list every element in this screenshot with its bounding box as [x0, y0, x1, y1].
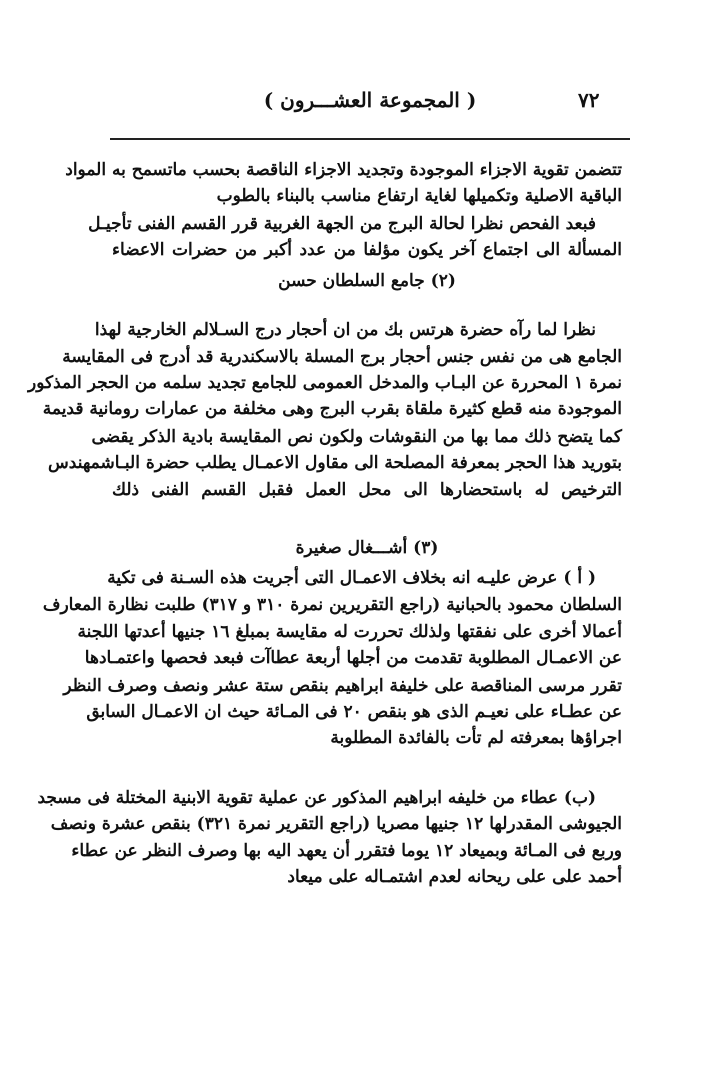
text-line: اجراؤها بمعرفته لم تأت بالفائدة المطلوبة: [330, 728, 622, 748]
header-rule: [110, 138, 630, 140]
text-line: فبعد الفحص نظرا لحالة البرج من الجهة الغربية قرر القسم الفنى تأجيـل: [88, 214, 596, 234]
text-line: ( أ ) عرض عليـه انه بخلاف الاعمـال التى أجريت هذه السـنة فى تكية: [107, 568, 596, 588]
text-line: نظرا لما رآه حضرة هرتس بك من ان أحجار درج السـلالم الخارجية لهذا: [94, 320, 596, 340]
section-heading: (٢) جامع السلطان حسن: [278, 271, 456, 291]
section-heading: (٣) أشـــغال صغيرة: [295, 538, 439, 558]
text-line: نمرة ١ المحررة عن البـاب والمدخل العمومى للجامع تجديد سلمه من الحجر المذكور: [28, 373, 622, 393]
text-line: المسألة الى اجتماع آخر يكون مؤلفا من عدد أكبر من حضرات الاعضاء: [112, 240, 622, 260]
page-number: ٧٢: [578, 88, 600, 112]
text-line: الترخيص له باستحضارها الى محل العمل فقبل القسم الفنى ذلك: [112, 480, 622, 500]
text-line: كما يتضح ذلك مما بها من النقوشات ولكون نص المقايسة بادية الذكر يقضى: [91, 427, 622, 447]
running-title: ( المجموعة العشـــرون ): [263, 88, 477, 112]
text-line: عن الاعمـال المطلوبة تقدمت من أجلها أربعة عطاآت فبعد فحصها واعتمـادها: [84, 648, 622, 668]
text-line: الجامع هى من نفس جنس أحجار برج المسلة بالاسكندرية قد أدرج فى المقايسة: [62, 347, 622, 367]
text-line: الجيوشى المقدرلها ١٢ جنيها مصريا (راجع التقرير نمرة ٣٢١) بنقص عشرة ونصف: [50, 814, 622, 834]
text-line: أحمد على على ريحانه لعدم اشتمـاله على ميعاد: [287, 867, 622, 887]
text-line: الموجودة منه قطع كثيرة ملقاة بقرب البرج وهى مخلفة من عمارات رومانية قديمة: [42, 399, 622, 419]
text-line: عن عطـاء على نعيـم الذى هو بنقص ٢٠ فى المـائة حيث ان الاعمـال السابق: [86, 702, 622, 722]
text-line: (ب) عطاء من خليفه ابراهيم المذكور عن عملية تقوية الابنية المختلة فى مسجد: [37, 788, 596, 808]
text-line: السلطان محمود بالحبانية (راجع التقريرين نمرة ٣١٠ و ٣١٧) طلبت نظارة المعارف: [42, 595, 622, 615]
text-line: تتضمن تقوية الاجزاء الموجودة وتجديد الاجزاء الناقصة بحسب ماتسمح به المواد: [65, 160, 622, 180]
text-line: الباقية الاصلية وتكميلها لغاية ارتفاع مناسب بالبناء بالطوب: [216, 186, 622, 206]
text-line: أعمالا أخرى على نفقتها ولذلك تحررت له مقايسة بمبلغ ١٦ جنيها أعدتها اللجنة: [77, 622, 622, 642]
text-line: تقرر مرسى المناقصة على خليفة ابراهيم بنقص ستة عشر ونصف وصرف النظر: [63, 676, 622, 696]
text-line: وربع فى المـائة وبميعاد ١٢ يوما فتقرر أن يعهد اليه بها وصرف النظر عن عطاء: [71, 841, 622, 861]
text-line: بتوريد هذا الحجر بمعرفة المصلحة الى مقاول الاعمـال يطلب حضرة البـاشمهندس: [48, 453, 622, 473]
